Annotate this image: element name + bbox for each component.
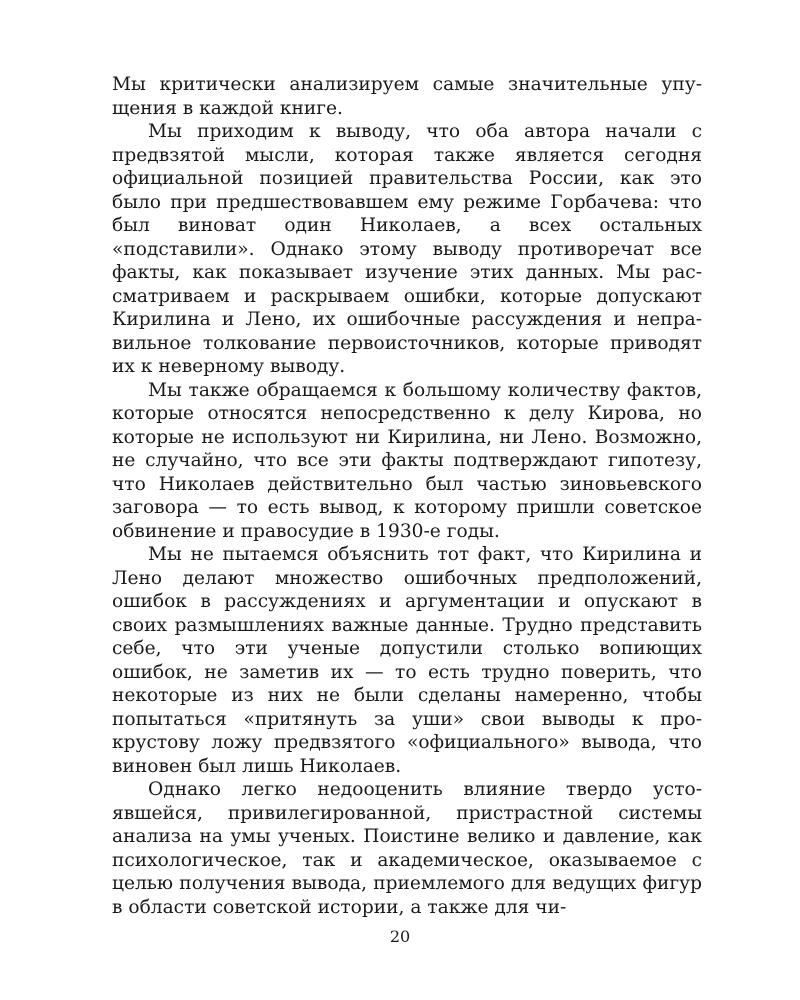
paragraph-4: Мы не пытаемся объяснить тот факт, что Кирилина и Лено делают множество ошибочных предположений, ошибок в рассуждениях и аргументации и опускают в своих размышлениях важные данные. Трудно представить себе, что эти ученые допустили столько вопиющих ошибок, не заметив их — то есть трудно поверить, что некоторые из них не были сделаны намеренно, чтобы попытаться «притянуть за уши» свои выводы к прокрустову ложу предвзятого «официального» вывода, что виновен был лишь Николаев. xyxy=(112,544,702,777)
paragraph-5: Однако легко недооценить влияние твердо устоявшейся, привилегированной, пристрастной системы анализа на умы ученых. Поистине велико и давление, как психологическое, так и академическое, оказываемое с целью получения вывода, приемлемого для ведущих фигур в области советской истории, а также для чи- xyxy=(112,779,702,918)
page-text-block xyxy=(112,73,702,919)
page-number: 20 xyxy=(389,927,411,946)
paragraph-2: Мы приходим к выводу, что оба автора начали с предвзятой мысли, которая также является сегодня официальной позицией правительства России, как это было при предшествовавшем ему режиме Горбачева: что был виноват один Николаев, а всех остальных «подставили». Однако этому выводу противоречат все факты, как показывает изучение этих данных. Мы рассматриваем и раскрываем ошибки, которые допускают Кирилина и Лено, их ошибочные рассуждения и неправильное толкование первоисточников, которые приводят их к неверному выводу. xyxy=(112,121,702,377)
paragraph-3: Мы также обращаемся к большому количеству фактов, которые относятся непосредственно к делу Кирова, но которые не используют ни Кирилина, ни Лено. Возможно, не случайно, что все эти факты подтверждают гипотезу, что Николаев действительно был частью зиновьевского заговора — то есть вывод, к которому пришли советское обвинение и правосудие в 1930-е годы. xyxy=(112,379,702,542)
paragraph-1: Мы критически анализируем самые значительные упущения в каждой книге. xyxy=(112,74,702,119)
